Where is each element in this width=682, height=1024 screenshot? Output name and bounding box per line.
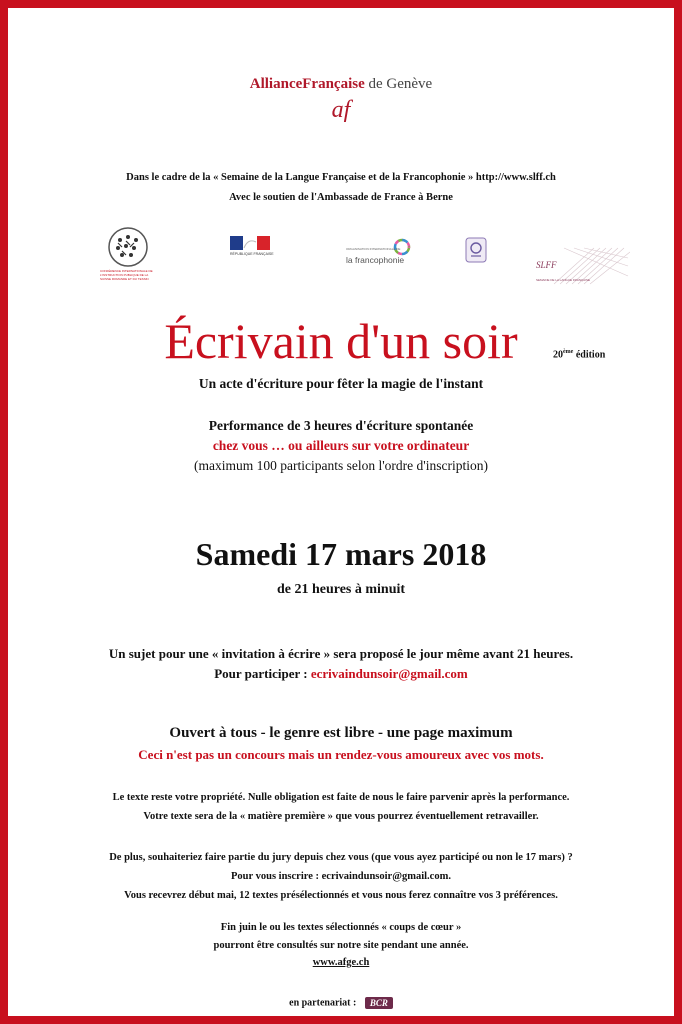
ownership-line: Le texte reste votre propriété. Nulle obligation est faite de nous le faire parvenir après la performance. — [112, 792, 570, 803]
crest-icon — [464, 236, 488, 264]
edition-label — [553, 349, 605, 360]
slff-caption: SEMAINE DE LA LANGUE FRANÇAISE — [536, 278, 591, 282]
raw-material-line: Votre texte sera de la « matière première » que vous pourrez éventuellement retravailler. — [143, 811, 539, 822]
bcr-logo: BCR — [365, 997, 393, 1009]
partner-label: en partenariat : — [289, 997, 357, 1009]
event-date: Samedi 17 mars 2018 — [195, 536, 487, 572]
intro-line-1: Dans le cadre de la « Semaine de la Langue Française et de la Francophonie » http://www.slff.ch — [126, 172, 556, 183]
jury-question-line: De plus, souhaiteriez faire partie du jury depuis chez vous (que vous ayez participé ou non le 17 mars) ? — [109, 852, 573, 863]
slff-mark: SLFF — [536, 260, 557, 270]
event-subtitle: Un acte d'écriture pour fêter la magie de l'instant — [198, 376, 484, 391]
marianne-flag-icon — [230, 236, 270, 250]
intro-line-2: Avec le soutien de l'Ambassade de France à Berne — [229, 192, 453, 203]
francophonie-logo — [346, 237, 416, 269]
francophonie-name: la francophonie — [346, 255, 405, 265]
edition-number: 20 — [553, 349, 563, 361]
jury-info-line: Vous recevrez début mai, 12 textes présélectionnés et vous nous ferez connaître vos 3 préférences. — [124, 890, 558, 901]
alliance-francaise-header — [0, 76, 682, 93]
website-link[interactable]: www.afge.ch — [312, 957, 370, 968]
ciip-logo — [100, 225, 156, 287]
event-title: Écrivain d'un soir — [164, 313, 518, 369]
performance-line-3: (maximum 100 participants selon l'ordre d'inscription) — [194, 458, 488, 473]
edition-sup: ème — [563, 349, 574, 355]
not-a-contest-line: Ceci n'est pas un concours mais un rendez-vous amoureux avec vos mots. — [138, 747, 544, 762]
event-time: de 21 heures à minuit — [276, 582, 406, 597]
participate-label: Pour participer : — [214, 666, 311, 681]
rf-caption: RÉPUBLIQUE FRANÇAISE — [230, 252, 274, 256]
edition-word: édition — [573, 349, 606, 361]
org-name: AllianceFrançaise — [249, 76, 365, 92]
ciip-caption: CONFÉRENCE INTERNATIONALE DE L'INSTRUCTION PUBLIQUE DE LA SUISSE ROMANDE ET DU TESSIN — [100, 269, 153, 281]
performance-line-2: chez vous … ou ailleurs sur votre ordinateur — [212, 438, 470, 453]
participate-line — [0, 666, 682, 682]
slff-logo — [534, 246, 630, 286]
performance-line-1: Performance de 3 heures d'écriture spontanée — [208, 418, 474, 433]
selection-line-1: Fin juin le ou les textes sélectionnés « coups de cœur » — [220, 922, 462, 933]
org-place: de Genève — [364, 76, 433, 92]
francophonie-small-text: ORGANISATION INTERNATIONALE DE — [346, 247, 401, 251]
rules-line: Ouvert à tous - le genre est libre - une page maximum — [169, 725, 513, 741]
invitation-line: Un sujet pour une « invitation à écrire » sera proposé le jour même avant 21 heures. — [108, 646, 574, 661]
af-monogram-logo: af — [331, 97, 351, 123]
participate-email-link[interactable]: ecrivaindunsoir@gmail.com — [310, 666, 468, 681]
seal-logo — [464, 236, 488, 264]
partner-row — [0, 997, 682, 1009]
selection-line-2: pourront être consultés sur notre site pendant une année. — [213, 940, 469, 951]
jury-signup-line: Pour vous inscrire : ecrivaindunsoir@gmail.com. — [231, 871, 451, 882]
republique-francaise-logo — [230, 236, 274, 260]
